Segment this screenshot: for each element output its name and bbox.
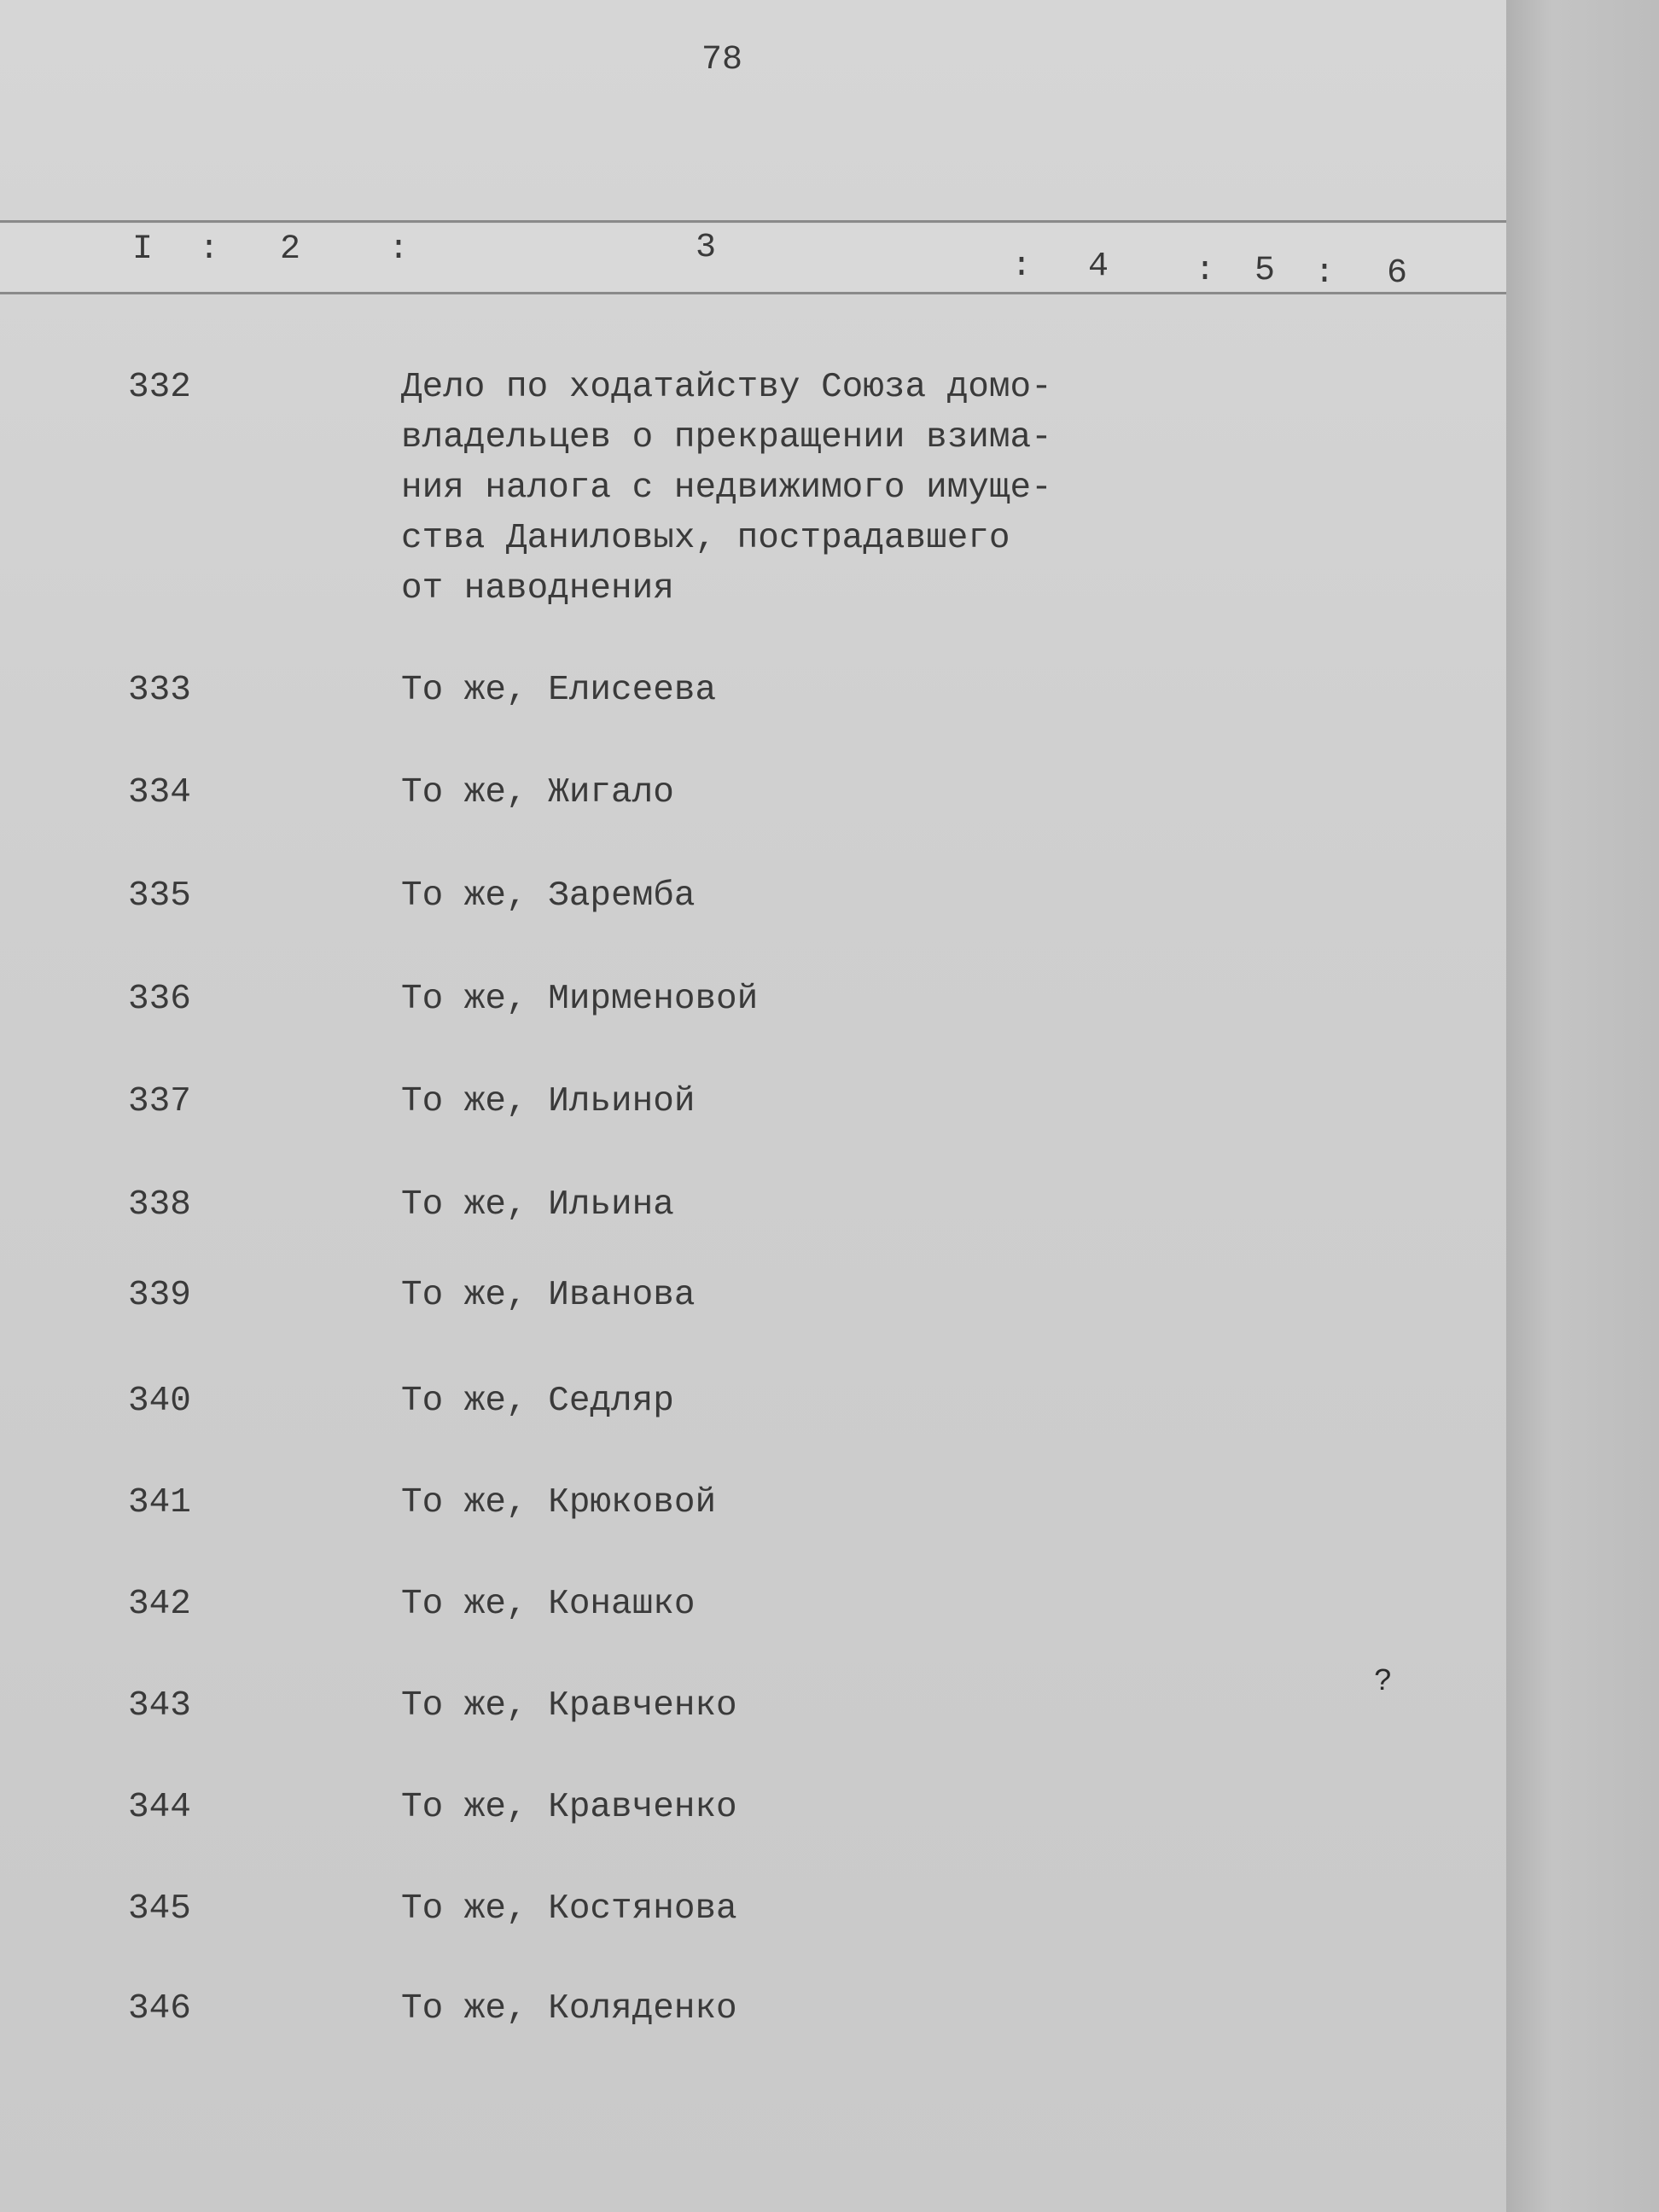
item-description <box>401 666 716 716</box>
header-bottom-rule <box>0 292 1506 294</box>
description-line: То же, Кравченко <box>401 1686 737 1726</box>
item-description <box>401 363 1052 614</box>
column-header-6: 6 <box>1387 254 1408 293</box>
column-header-I: I <box>132 230 154 269</box>
column-header-4: 4 <box>1088 247 1109 286</box>
description-line: То же, Седляр <box>401 1382 674 1421</box>
item-number: 342 <box>128 1585 191 1624</box>
item-number: 340 <box>128 1382 191 1421</box>
item-description <box>401 1580 695 1630</box>
description-line: То же, Костянова <box>401 1889 737 1929</box>
item-description <box>401 768 674 818</box>
description-line: То же, Конашко <box>401 1585 696 1624</box>
item-description <box>401 1180 674 1231</box>
column-separator: : <box>1314 254 1336 293</box>
description-line: То же, Заремба <box>401 876 696 916</box>
description-line: То же, Крюковой <box>401 1483 717 1522</box>
column-separator: : <box>388 230 410 269</box>
item-description <box>401 1984 737 2034</box>
page-number: 78 <box>701 41 743 79</box>
underlying-page-edge <box>1506 0 1659 2212</box>
item-number: 335 <box>128 876 191 916</box>
description-line: ния налога с недвижимого имуще- <box>401 469 1052 508</box>
item-description <box>401 1681 737 1732</box>
description-line: То же, Жигало <box>401 773 674 812</box>
description-line: То же, Кравченко <box>401 1788 737 1827</box>
item-number: 344 <box>128 1788 191 1827</box>
description-line: То же, Ильина <box>401 1185 674 1225</box>
column-separator: : <box>199 230 220 269</box>
description-line: Дело по ходатайству Союза домо- <box>401 368 1052 407</box>
item-description <box>401 1377 674 1427</box>
item-number: 333 <box>128 671 191 710</box>
column-header-3: 3 <box>696 229 717 267</box>
item-description <box>401 975 758 1025</box>
item-number: 336 <box>128 980 191 1019</box>
header-top-rule <box>0 220 1506 223</box>
column-header-2: 2 <box>280 230 301 269</box>
description-line: То же, Коляденко <box>401 1989 737 2029</box>
column-header-5: 5 <box>1254 252 1276 290</box>
description-line: ства Даниловых, пострадавшего <box>401 519 1010 558</box>
item-description <box>401 871 695 922</box>
item-description <box>401 1478 716 1528</box>
description-line: То же, Елисеева <box>401 671 717 710</box>
item-number: 334 <box>128 773 191 812</box>
item-number: 341 <box>128 1483 191 1522</box>
description-line: То же, Ильиной <box>401 1082 696 1121</box>
description-line: То же, Мирменовой <box>401 980 759 1019</box>
item-description <box>401 1884 737 1935</box>
column-separator: : <box>1195 252 1216 290</box>
item-description <box>401 1783 737 1833</box>
item-number: 345 <box>128 1889 191 1929</box>
column-header-band <box>0 224 1506 294</box>
item-number: 346 <box>128 1989 191 2029</box>
item-number: 337 <box>128 1082 191 1121</box>
handwritten-question-mark: ? <box>1374 1664 1393 1699</box>
column-separator: : <box>1011 247 1033 286</box>
description-line: от наводнения <box>401 569 674 608</box>
item-number: 339 <box>128 1276 191 1315</box>
description-line: владельцев о прекращении взима- <box>401 418 1052 457</box>
item-number: 343 <box>128 1686 191 1726</box>
item-description <box>401 1077 695 1127</box>
item-number: 332 <box>128 368 191 407</box>
item-description <box>401 1271 695 1321</box>
description-line: То же, Иванова <box>401 1276 696 1315</box>
item-number: 338 <box>128 1185 191 1225</box>
